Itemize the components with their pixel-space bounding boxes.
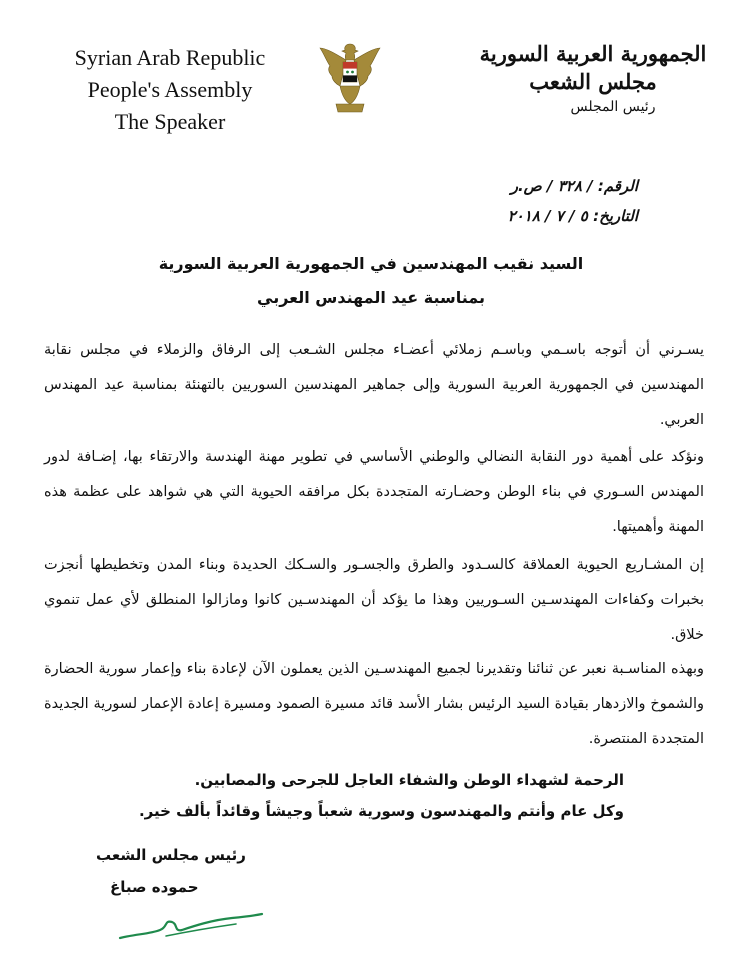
signature-icon — [116, 908, 266, 942]
closing-line-2: وكل عام وأنتم والمهندسون وسورية شعباً وجيشاً وقائداً بألف خير. — [138, 802, 624, 820]
signatory-name: حموده صباغ — [110, 878, 199, 896]
paragraph-text: يسـرني أن أتوجه باسـمي وباسـم زملائي أعضـاء مجلس الشـعب إلى الرفاق والزملاء في مجلس نقابة المهندسين في الجمهورية العربية السورية وإلى جماهير المهندسين السوريين بالتهنئة بمناسبة عيد المهندس العربي. — [44, 342, 704, 428]
eagle-emblem-icon — [318, 38, 382, 122]
letterhead-ar-office: رئيس المجلس — [570, 99, 656, 115]
letterhead-arabic — [478, 40, 708, 118]
body-paragraph-1 — [44, 333, 704, 438]
reference-block — [508, 171, 638, 231]
letterhead-country: Syrian Arab Republic — [74, 45, 266, 70]
body-paragraph-3 — [44, 548, 704, 653]
letterhead-ar-country: الجمهورية العربية السورية — [479, 41, 707, 66]
signatory-title: رئيس مجلس الشعب — [96, 846, 246, 864]
letterhead-english — [40, 42, 300, 138]
closing-line-1: الرحمة لشهداء الوطن والشفاء العاجل للجرحى والمصابين. — [194, 771, 624, 789]
paragraph-text: ونؤكد على أهمية دور النقابة النضالي والوطني الأساسي في تطوير مهنة الهندسة والارتقاء بها، إضـافة لدور المهندس السـوري في بناء الوطن وحضـارته المتجددة بكل مرافقه الحيوية التي هي شواهد على عظمة هذه المهنة وأهميتها. — [44, 449, 704, 535]
reference-number: الرقم: / ٣٢٨ / ص.ر — [510, 177, 638, 195]
letterhead-ar-assembly: مجلس الشعب — [529, 69, 657, 94]
letter-occasion: بمناسبة عيد المهندس العربي — [257, 288, 485, 307]
body-paragraph-4 — [44, 652, 704, 757]
letter-recipient: السيد نقيب المهندسين في الجمهورية العربية السورية — [158, 254, 584, 273]
paragraph-text: وبهذه المناسـبة نعبر عن ثنائنا وتقديرنا لجميع المهندسـين الذين يعملون الآن لإعادة بناء وإعمار سورية الحضارة والشموخ والازدهار بقيادة السيد الرئيس بشار الأسد قائد مسيرة الصمود ومسيرة إعادة الإعمار لسورية الجديدة المتجددة المنتصرة. — [44, 661, 704, 747]
body-paragraph-2 — [44, 440, 704, 545]
reference-date: التاريخ: ٥ / ٧ / ٢٠١٨ — [507, 207, 638, 225]
letterhead-assembly: People's Assembly — [87, 77, 253, 102]
letterhead-office: The Speaker — [114, 109, 226, 134]
paragraph-text: إن المشـاريع الحيوية العملاقة كالسـدود والطرق والجسـور والسـكك الحديدة وبناء المدن وتخطيطها أنجزت بخبرات وكفاءات المهندسـين السـوريين وهذا ما يؤكد أن المهندسـين كانوا ومازالوا المنطلق لأي عمل تنموي خلاق. — [44, 557, 704, 643]
